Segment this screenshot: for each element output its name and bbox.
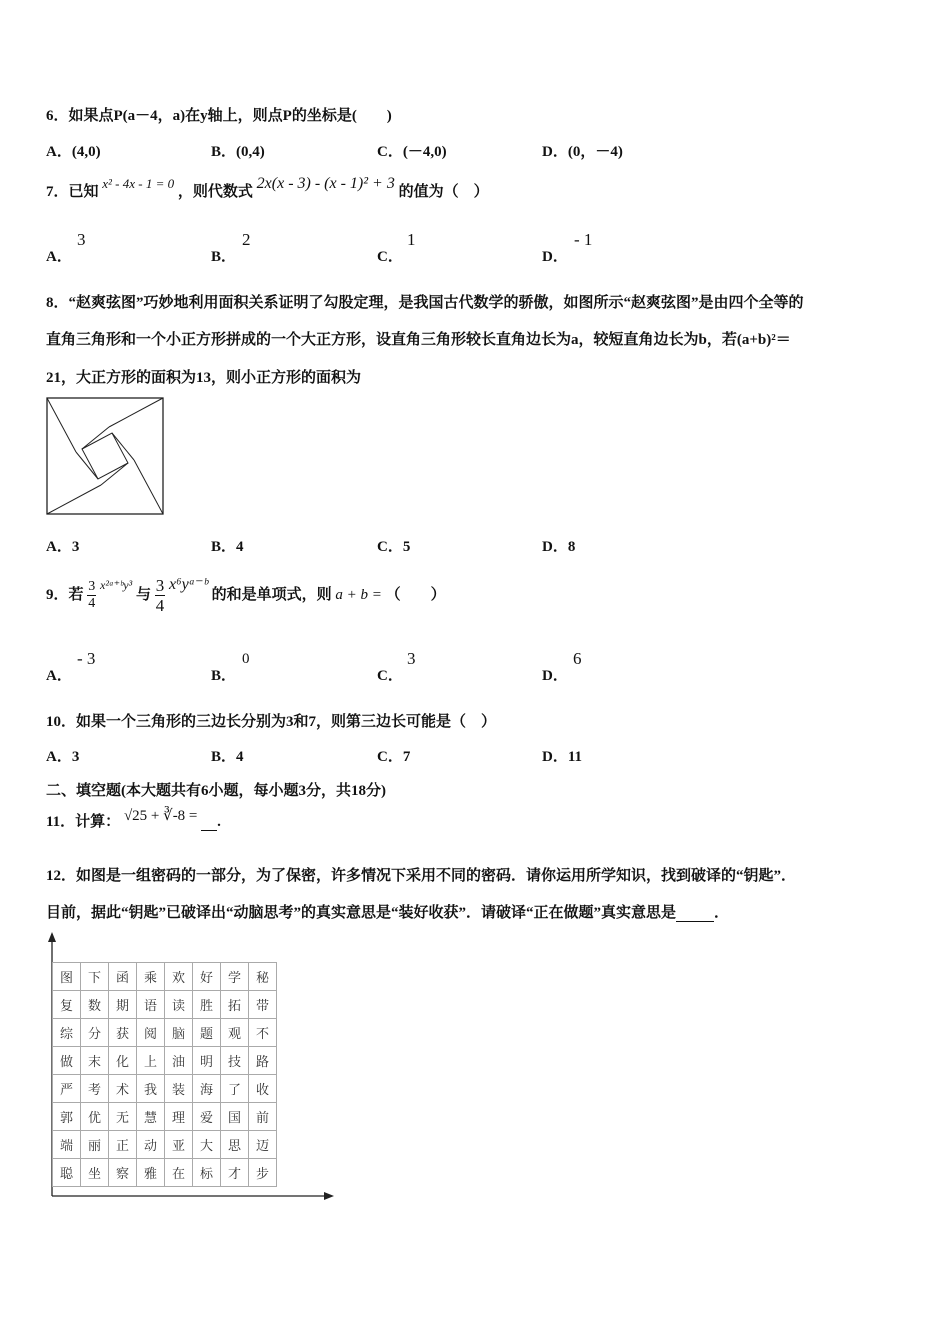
q7-value-a: 3 (77, 230, 86, 249)
q7-label-a: A． (46, 249, 72, 265)
grid-cell: 做 (53, 1047, 81, 1075)
q12-line1: 12．如图是一组密码的一部分，为了保密，许多情况下采用不同的密码．请你运用所学知识，找到破译的“钥匙”． (46, 868, 797, 884)
grid-cell: 正 (109, 1131, 137, 1159)
q7-expression: 2x(x - 3) - (x - 1)² + 3 (256, 175, 395, 192)
q10-option-a: A．3 (46, 749, 80, 765)
grid-cell: 聪 (53, 1159, 81, 1187)
grid-row (53, 991, 277, 1019)
q9-value-b: 0 (242, 651, 250, 667)
section-heading-fill-in: 二、填空题(本大题共有6小题，每小题3分，共18分) (46, 783, 386, 799)
grid-cell: 读 (165, 991, 193, 1019)
grid-cell: 大 (193, 1131, 221, 1159)
grid-cell: 国 (221, 1103, 249, 1131)
q7-prefix: 7．已知 (46, 184, 99, 200)
grid-row (53, 1131, 277, 1159)
grid-cell: 端 (53, 1131, 81, 1159)
zhao-shuang-diagram (46, 397, 166, 517)
q9-middle: 的和是单项式，则 (211, 586, 332, 603)
grid-cell: 欢 (165, 963, 193, 991)
grid-cell: 标 (193, 1159, 221, 1187)
grid-cell: 步 (249, 1159, 277, 1187)
q11-prefix: 11．计算： (46, 814, 121, 830)
q10-option-c: C．7 (377, 749, 411, 765)
grid-cell: 思 (221, 1131, 249, 1159)
q6-option-a: A．(4,0) (46, 144, 101, 160)
grid-row (53, 1103, 277, 1131)
grid-cell: 动 (137, 1131, 165, 1159)
grid-cell: 秘 (249, 963, 277, 991)
q9-label-a: A． (46, 668, 72, 684)
grid-cell: 拓 (221, 991, 249, 1019)
grid-cell: 上 (137, 1047, 165, 1075)
grid-cell: 路 (249, 1047, 277, 1075)
q8-line2: 直角三角形和一个小正方形拼成的一个大正方形，设直角三角形较长直角边长为a，较短直角边长为b，若(a+b)²＝ (46, 332, 791, 348)
q7-label-b: B． (211, 249, 237, 265)
grid-cell: 术 (109, 1075, 137, 1103)
q7-line (46, 175, 489, 201)
q8-option-c: C．5 (377, 539, 411, 555)
grid-row (53, 1159, 277, 1187)
grid-row (53, 1075, 277, 1103)
grid-cell: 郭 (53, 1103, 81, 1131)
q10-option-b: B．4 (211, 749, 244, 765)
grid-cell: 我 (137, 1075, 165, 1103)
q11-suffix: . (217, 814, 221, 830)
grid-cell: 爱 (193, 1103, 221, 1131)
q8-option-a: A．3 (46, 539, 80, 555)
grid-cell: 了 (221, 1075, 249, 1103)
grid-cell: 综 (53, 1019, 81, 1047)
grid-cell: 脑 (165, 1019, 193, 1047)
q6-option-d: D．(0，－4) (542, 144, 623, 160)
q11-answer-blank (201, 816, 217, 831)
grid-cell: 雅 (137, 1159, 165, 1187)
cipher-grid (52, 962, 277, 1187)
q9-value-d: 6 (573, 649, 582, 668)
grid-cell: 考 (81, 1075, 109, 1103)
q9-expression: a + b = (335, 586, 382, 603)
grid-cell: 无 (109, 1103, 137, 1131)
grid-cell: 不 (249, 1019, 277, 1047)
grid-row (53, 963, 277, 991)
q8-option-d: D．8 (542, 539, 576, 555)
grid-cell: 下 (81, 963, 109, 991)
grid-cell: 油 (165, 1047, 193, 1075)
grid-cell: 技 (221, 1047, 249, 1075)
grid-row (53, 1047, 277, 1075)
grid-cell: 末 (81, 1047, 109, 1075)
q9-line (46, 576, 446, 615)
grid-cell: 理 (165, 1103, 193, 1131)
q9-suffix: （ ） (385, 586, 446, 603)
grid-cell: 丽 (81, 1131, 109, 1159)
grid-cell: 前 (249, 1103, 277, 1131)
q6-option-c: C．(－4,0) (377, 144, 447, 160)
q9-term1: x²ᵃ⁺ᵇy³ (100, 577, 133, 592)
q9-label-c: C． (377, 668, 403, 684)
q7-middle: ，则代数式 (177, 184, 253, 200)
q9-fraction-2: $\frac{3}{4}$ (155, 576, 165, 615)
grid-cell: 迈 (249, 1131, 277, 1159)
q8-line1: 8．“赵爽弦图”巧妙地利用面积关系证明了勾股定理，是我国古代数学的骄傲，如图所示“赵爽弦图”是由四个全等的 (46, 295, 804, 311)
grid-cell: 带 (249, 991, 277, 1019)
q9-fraction-1: $\frac{3}{4}$ (88, 579, 96, 611)
grid-cell: 慧 (137, 1103, 165, 1131)
q10-text: 10．如果一个三角形的三边长分别为3和7，则第三边长可能是（ ） (46, 714, 497, 730)
grid-cell: 收 (249, 1075, 277, 1103)
q12-line2 (46, 901, 729, 922)
q7-suffix: 的值为（ ） (398, 184, 489, 200)
grid-cell: 严 (53, 1075, 81, 1103)
q12-suffix: ． (714, 905, 730, 921)
q7-value-c: 1 (407, 230, 416, 249)
q12-answer-blank (676, 907, 714, 922)
q7-equation: x² - 4x - 1 = 0 (102, 176, 175, 191)
q9-value-a: - 3 (77, 649, 96, 668)
grid-cell: 优 (81, 1103, 109, 1131)
q10-option-d: D．11 (542, 749, 583, 765)
q7-value-b: 2 (242, 230, 251, 249)
grid-cell: 察 (109, 1159, 137, 1187)
q6-option-b: B．(0,4) (211, 144, 265, 160)
q8-option-b: B．4 (211, 539, 244, 555)
grid-cell: 复 (53, 991, 81, 1019)
grid-cell: 亚 (165, 1131, 193, 1159)
q12-line2-text: 目前，据此“钥匙”已破译出“动脑思考”的真实意思是“装好收获”．请破译“正在做题”真实意思是 (46, 905, 677, 921)
grid-cell: 观 (221, 1019, 249, 1047)
grid-cell: 海 (193, 1075, 221, 1103)
grid-cell: 题 (193, 1019, 221, 1047)
q9-label-d: D． (542, 668, 568, 684)
q7-value-d: - 1 (574, 230, 593, 249)
q7-label-c: C． (377, 249, 403, 265)
grid-cell: 学 (221, 963, 249, 991)
grid-cell: 数 (81, 991, 109, 1019)
q9-joiner: 与 (135, 586, 151, 603)
grid-cell: 胜 (193, 991, 221, 1019)
grid-cell: 乘 (137, 963, 165, 991)
q6-text: 6．如果点P(a－4，a)在y轴上，则点P的坐标是( ) (46, 108, 392, 124)
grid-cell: 分 (81, 1019, 109, 1047)
q11-line (46, 810, 221, 831)
grid-cell: 化 (109, 1047, 137, 1075)
q8-line3: 21，大正方形的面积为13，则小正方形的面积为 (46, 370, 362, 386)
grid-cell: 装 (165, 1075, 193, 1103)
q11-expression: √25 + ∛-8 = (123, 808, 198, 824)
q9-prefix: 9．若 (46, 586, 84, 603)
grid-cell: 在 (165, 1159, 193, 1187)
grid-cell: 获 (109, 1019, 137, 1047)
q9-label-b: B． (211, 668, 237, 684)
grid-cell: 好 (193, 963, 221, 991)
grid-cell: 才 (221, 1159, 249, 1187)
q7-label-d: D． (542, 249, 568, 265)
q9-term2: x⁶yᵃ⁻ᵇ (168, 575, 208, 593)
grid-cell: 图 (53, 963, 81, 991)
grid-cell: 函 (109, 963, 137, 991)
grid-cell: 明 (193, 1047, 221, 1075)
grid-cell: 期 (109, 991, 137, 1019)
grid-cell: 坐 (81, 1159, 109, 1187)
q9-value-c: 3 (407, 649, 416, 668)
grid-row (53, 1019, 277, 1047)
grid-cell: 阅 (137, 1019, 165, 1047)
grid-cell: 语 (137, 991, 165, 1019)
